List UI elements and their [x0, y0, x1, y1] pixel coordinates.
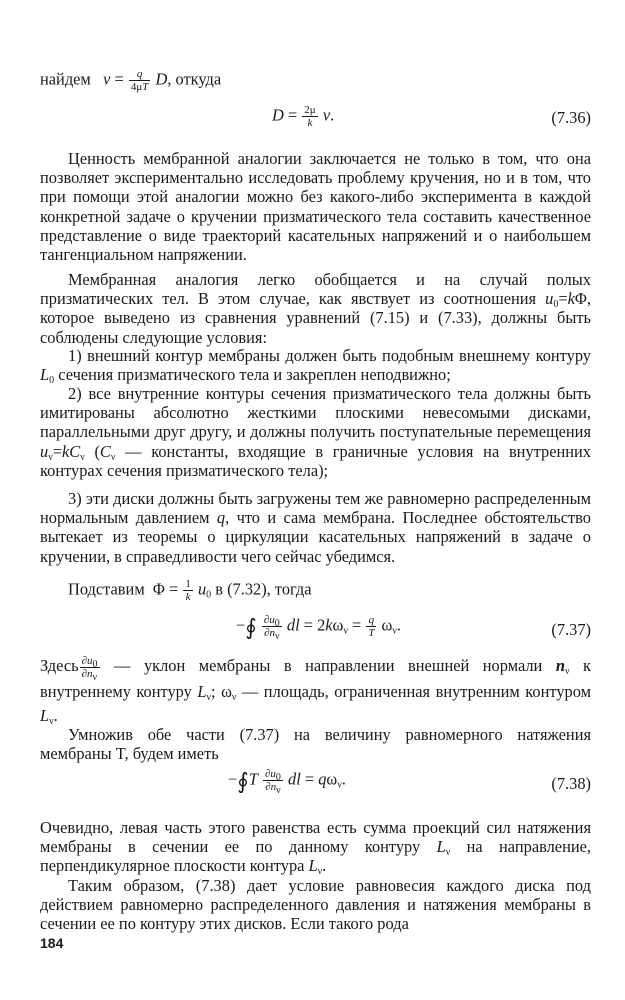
- condition-1: [40, 346, 591, 387]
- fraction-q-over-4muT: $\frac{q}{4\mu T}$: [130, 68, 149, 93]
- here-part1: — уклон мембраны в направлении внешней нормали: [100, 656, 556, 675]
- cond2-part1: 2) все внутренние контуры сечения призматического тела должны быть имитированы абсолютно жесткими плоскими невесомыми дисками, параллельными друг другу, и должны получить поступательные перемещения: [40, 384, 591, 442]
- intro-prefix: найдем: [40, 69, 91, 89]
- condition-2: [40, 384, 591, 480]
- obviously-part1: Очевидно, левая часть этого равенства есть сумма проекций сил натяжения мембраны в сечении ее по данному контуру: [40, 818, 591, 857]
- condition-text: 1) внешний контур мембраны должен быть подобным внешнему контуру $L_0$ сечения призматического тела и закреплен неподвижно;: [40, 346, 591, 387]
- paragraph-text: Ценность мембранной аналогии заключается не только в том, что она позволяет экспериментально исследовать проблему кручения, но и в том, что при помощи этой аналогии можно без какого-либо эксперимента в каждой конкретной задаче о кручении призматического тела составить качественное представление о виде траекторий касательных напряжений и о наибольшем тангенциальном напряжении.: [40, 149, 591, 265]
- equation-7-37: −∮ $\frac{\partial u_0}{\partial n_\nu}$ dl = $2k\omega_\nu$ = $\frac{q}{T}$ $\omega_\nu$.: [236, 614, 401, 642]
- para2-part1: Мембранная аналогия легко обобщается и на случай полых призматических тел. В этом случае, как явствует из соотношения: [40, 270, 591, 309]
- obviously-part2: на направление, перпендикулярное плоскости контура: [40, 837, 592, 876]
- paragraph-multiply: [40, 725, 591, 763]
- fraction-1-over-k: $\frac{1}{k}$: [185, 578, 191, 603]
- fraction-du0-dnv: $\frac{\partial u_0}{\partial n_\nu}$: [263, 614, 280, 642]
- cond1-part2: сечения призматического тела и закреплен неподвижно;: [54, 365, 451, 385]
- condition-3: [40, 489, 591, 566]
- paragraph-text: Здесь $\frac{\partial u_0}{\partial n_\nu}$ — уклон мембраны в направлении внешней нормали $n_\nu$ к внутреннему контуру $L_\nu$; $\omega_\nu$ — площадь, ограниченная внутренним контуром $L_\nu$.: [40, 654, 591, 727]
- fraction-du0-dnv: $\frac{\partial u_0}{\partial n_\nu}$: [81, 654, 98, 683]
- paragraph-text: Мембранная аналогия легко обобщается и на случай полых призматических тел. В этом случае, как явствует из соотношения $u_0=k\Phi$, которое выведено из сравнения уравнений (7.15) и (7.33), должны быть соблюдены следующие условия:: [40, 270, 591, 347]
- paragraph-here: [40, 654, 591, 728]
- fraction-q-over-T: $\frac{q}{T}$: [368, 614, 375, 639]
- fraction-du0-dnv: $\frac{\partial u_0}{\partial n_\nu}$: [264, 768, 281, 796]
- cond3-part2: , что и сама мембрана. Последнее обстоятельство вытекает из теоремы о циркуляции касательных напряжений в задаче о кручении, в справедливости чего сейчас убедимся.: [40, 508, 591, 566]
- condition-text: 2) все внутренние контуры сечения призматического тела должны быть имитированы абсолютно жесткими плоскими невесомыми дисками, параллельными друг другу, и должны получить поступательные перемещения $u_\nu=kC_\nu$ ($C_\nu$ — константы, входящие в граничные условия на внутренних контурах сечения призматического тела);: [40, 384, 591, 480]
- paragraph-text: Очевидно, левая часть этого равенства есть сумма проекций сил натяжения мембраны в сечении ее по данному контуру $L_\nu$ на направление, перпендикулярное плоскости контура $L_\nu$.: [40, 818, 592, 878]
- page-number: 184: [40, 935, 64, 951]
- substitute-line: Подставим Φ = $\frac{1}{k}$ $u_0$ в (7.32), тогда: [68, 578, 312, 603]
- substitute-prefix: Подставим: [68, 579, 145, 599]
- equation-number-7-38: (7.38): [551, 774, 591, 793]
- equation-7-36: D = $\frac{2\mu}{k}$ v.: [272, 104, 335, 129]
- paragraph-obviously: [40, 818, 591, 876]
- cond3-part1: 3) эти диски должны быть загружены тем же равномерно распределенным нормальным давлением: [40, 489, 591, 528]
- cond2-part2: — константы, входящие в граничные условия на внутренних контурах сечения призматического тела);: [40, 441, 591, 480]
- fraction-2mu-over-k: $\frac{2\mu}{k}$: [304, 104, 316, 129]
- para2-part2: , которое выведено из сравнения уравнений (7.15) и (7.33), должны быть соблюдены следующие условия:: [40, 289, 591, 347]
- equation-number-7-36: (7.36): [551, 108, 591, 127]
- paragraph-final: [40, 876, 591, 934]
- paragraph-text: Умножив обе части (7.37) на величину равномерного натяжения мембраны T, будем иметь: [40, 725, 591, 764]
- equation-number-7-37: (7.37): [551, 620, 591, 639]
- intro-suffix: , откуда: [167, 69, 222, 89]
- paragraph-hollow-bodies: [40, 270, 591, 347]
- cond1-part1: 1) внешний контур мембраны должен быть подобным внешнему контуру: [68, 346, 591, 365]
- condition-text: 3) эти диски должны быть загружены тем же равномерно распределенным нормальным давлением q, что и сама мембрана. Последнее обстоятельство вытекает из теоремы о циркуляции касательных напряжений в задаче о кручении, в справедливости чего сейчас убедимся.: [40, 489, 591, 566]
- paragraph-text: Таким образом, (7.38) дает условие равновесия каждого диска под действием равномерно распределенного давления и натяжения мембраны в сечении ее по контуру этих дисков. Если такого рода: [40, 876, 591, 934]
- intro-line: найдем v = $\frac{q}{4\mu T}$ D, откуда: [40, 68, 222, 93]
- substitute-suffix: в (7.32), тогда: [215, 579, 312, 599]
- equation-7-38: −∮T $\frac{\partial u_0}{\partial n_\nu}$ dl = $q\omega_\nu$.: [228, 768, 346, 796]
- here-part3: — площадь, ограниченная внутренним контуром: [236, 681, 591, 701]
- here-prefix: Здесь: [40, 656, 79, 675]
- paragraph-membrane-value: [40, 149, 591, 264]
- here-part2: к внутреннему контуру: [40, 656, 591, 701]
